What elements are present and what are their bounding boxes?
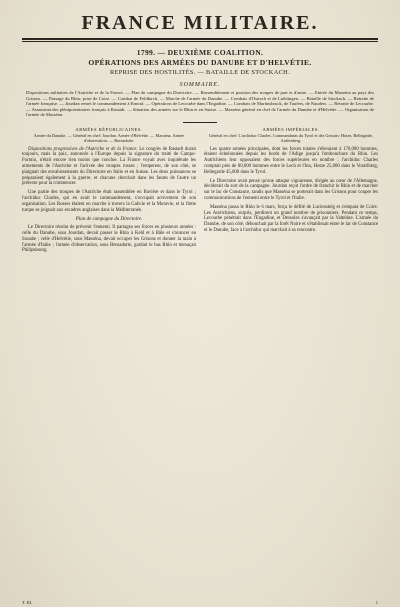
footer bbox=[22, 600, 378, 605]
paragraph: Le Directoire avait pensé qu'une attaque vigoureuse, dirigée au cœur de l'Allemagne, déciderait du sort de la campagne. Jourdan reçut l'ordre de franchir le Rhin et de marcher sur le lac de Constance, tandis que Masséna se porterait dans les Grisons pour couper les communications de l'ennemi entre le Tyrol et l'Italie. bbox=[204, 178, 378, 201]
paragraph: Les quatre armées principales, dont les forces totales s'élevaient à 170,000 hommes, étaient échelonnées depuis les bords de l'Adige jusqu'à l'embouchure du Rhin. Les Autrichiens leur opposaient des forces supérieures en nombre ; l'archiduc Charles comptait près de 80,000 hommes entre le Lech et l'Inn, Hotze 25,000 dans le Vorarlberg, Bellegarde 45,000 dans le Tyrol. bbox=[204, 146, 378, 175]
headline bbox=[22, 48, 378, 78]
divider bbox=[183, 122, 217, 123]
army-left-body: Armée du Danube. — Général en chef: Jourdan. Armée d'Helvétie. — Masséna. Armée d'observation. — Bernadotte. bbox=[33, 133, 185, 144]
masthead: FRANCE MILITAIRE. bbox=[81, 12, 319, 34]
paragraph bbox=[22, 147, 196, 188]
paragraph: Masséna passa le Rhin le 6 mars, força le défilé de Luciensteig et s'empara de Coire. Les Autrichiens, surpris, perdirent un grand nombre de prisonniers. Pendant ce temps, Lecourbe pénétrait dans l'Engadine, et Dessoles s'avançait par la Valteline. L'armée du Danube, de son côté, débouchait par la forêt Noire et s'établissait entre le lac de Constance et le Danube, face à l'archiduc qui marchait à sa rencontre. bbox=[204, 204, 378, 233]
army-right-title: ARMÉES IMPÉRIALES. bbox=[262, 126, 320, 132]
body-columns bbox=[22, 147, 378, 258]
paragraph: Le Directoire résolut de prévenir l'ennemi. Il partagea ses forces en plusieurs armées : celle du Danube, sous Jourdan, devait passer le Rhin à Kehl et à Bâle et s'avancer en Souabe ; celle d'Helvétie, sous Masséna, devait occuper les Grisons et donner la main à l'armée d'Italie ; l'armée d'observation, sous Bernadotte, gardait le bas Rhin et menaçait Philipsbourg. bbox=[22, 225, 196, 254]
headline-line1: 1799. — DEUXIÈME COALITION. bbox=[136, 48, 264, 57]
sommaire-text: Dispositions militaires de l'Autriche et de la France. — Plan de campagne du Directoire. — Rassemblement et position des troupes de part et d'autre. — Entrée du Masséna au pays des Grisons. — Passage du Rhin; prise de Coire. — Combat de Feldkirch. — Marche de l'armée du Danube. — Combats d'Ostrach et de Liebtingen. — Bataille de Stockach. — Retraite de l'armée française. — Jourdan remet le commandement à Ernouf. — Opérations de Lecourbe dans l'Engadine. — Combats de Martinsbruck, de Taufers, de Nauders. — Retraite de Lecourbe. — Assassinat des plénipotentiaires français à Rastadt. — Situation des armées sur le Rhin et en Suisse. — Masséna général en chef de l'armée du Danube et d'Helvétie. — Organisation de l'armée de Masséna. bbox=[26, 90, 374, 118]
column-left bbox=[22, 147, 196, 258]
section-title: Plan de campagne du Directoire. bbox=[75, 217, 143, 223]
armies-block bbox=[22, 127, 378, 144]
masthead-rule-thick bbox=[22, 38, 378, 40]
army-left-title: ARMÉES RÉPUBLICAINES. bbox=[75, 126, 143, 132]
sommaire-title: SOMMAIRE. bbox=[179, 82, 221, 88]
volume-label: T. III. bbox=[22, 600, 33, 605]
masthead-rule-thin bbox=[22, 41, 378, 42]
army-right-body: Général en chef: L'archiduc Charles. Commandants du Tyrol et des Grisons: Hotze, Bellegarde, Auffenberg. bbox=[208, 133, 374, 144]
paragraph-text: Le congrès de Rastadt durait toujours, mais la paix, annoncée à l'Europe depuis la signature du traité de Campo-Formio, n'était encore rien moins que conclue. La France voyait avec inquiétude les armements de l'Autriche et l'arrivée des troupes russes ; l'empereur, de son côté, se plaignait des envahissements du Directoire en Italie et en Suisse. Les deux puissances se préparaient également à la guerre, et chacune cherchait dans les fautes de l'autre un prétexte pour la commencer. bbox=[22, 146, 196, 187]
column-right bbox=[204, 147, 378, 258]
paragraph: Une partie des troupes de l'Autriche était rassemblée en Bavière et dans le Tyrol ; l'archiduc Charles, qui en avait le commandement, s'occupait activement de son organisation. Les Russes étaient en marche à travers la Galicie et la Moravie, et la flotte turque se joignait aux escadres anglaises dans la Méditerranée. bbox=[22, 190, 196, 213]
lead-title: Dispositions progressives de l'Autriche et de la France. bbox=[28, 146, 138, 152]
headline-line2: OPÉRATIONS DES ARMÉES DU DANUBE ET D'HELVÉTIE. bbox=[88, 58, 312, 67]
headline-line3: REPRISE DES HOSTILITÉS. — BATAILLE DE STOCKACH. bbox=[110, 69, 290, 76]
page-number: 1 bbox=[375, 600, 378, 605]
army-right bbox=[204, 127, 378, 144]
army-left bbox=[22, 127, 196, 144]
